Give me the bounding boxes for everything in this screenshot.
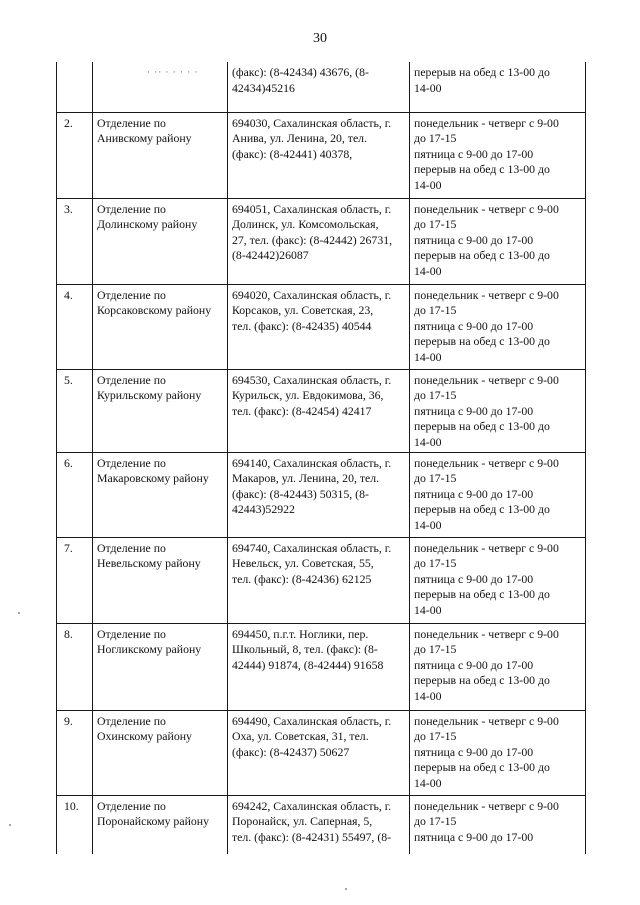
row-number-cell: 4.: [57, 284, 93, 369]
cell-text-line: понедельник - четверг с 9-00: [414, 713, 559, 728]
cell-text-line: Отделение по: [97, 115, 166, 130]
department-name-cell: [93, 198, 228, 284]
cell-text-line: понедельник - четверг с 9-00: [414, 540, 559, 555]
cell-text-line: перерыв на обед с 13-00 до: [414, 65, 550, 79]
branch-offices-table: [56, 62, 586, 854]
cell-text-line: Анивскому району: [97, 131, 192, 145]
department-name-cell: [93, 537, 228, 623]
cell-text-line: 694140, Сахалинская область, г.: [232, 455, 392, 470]
cell-text-line: понедельник - четверг с 9-00: [414, 201, 559, 216]
cell-text-line: перерыв на обед с 13-00 до: [414, 334, 550, 348]
cell-text-line: до 17-15: [414, 303, 457, 317]
cell-text-line: понедельник - четверг с 9-00: [414, 372, 559, 387]
working-hours-cell: [410, 369, 586, 452]
cell-text-line: понедельник - четверг с 9-00: [414, 287, 559, 302]
cell-text-line: тел. (факс): (8-42435) 40544: [232, 318, 372, 333]
cell-text-line: тел. (факс): (8-42431) 55497, (8-: [232, 829, 392, 844]
cell-text-line: Поронайск, ул. Саперная, 5,: [232, 814, 373, 828]
cell-text-line: 42434)45216: [232, 80, 295, 95]
address-cell: [228, 710, 410, 795]
cell-text-line: Курильскому району: [97, 388, 202, 402]
cell-text-line: Отделение по: [97, 372, 166, 387]
cell-text-line: перерыв на обед с 13-00 до: [414, 419, 550, 433]
row-number-cell: 9.: [57, 710, 93, 795]
cell-text-line: Оха, ул. Советская, 31, тел.: [232, 729, 369, 743]
table-row: [57, 62, 586, 112]
cell-text-line: Отделение по: [97, 798, 166, 813]
cell-text-line: 694490, Сахалинская область, г.: [232, 713, 392, 728]
cell-text-line: 694020, Сахалинская область, г.: [232, 287, 392, 302]
cell-text-line: понедельник - четверг с 9-00: [414, 626, 559, 641]
scan-artifact: · ·· · · · · ·: [147, 67, 199, 77]
cell-text-line: тел. (факс): (8-42454) 42417: [232, 403, 372, 418]
cell-text-line: Охинскому району: [97, 729, 192, 743]
cell-text-line: 14-00: [414, 177, 442, 192]
cell-text-line: пятница с 9-00 до 17-00: [414, 403, 534, 418]
address-cell: [228, 284, 410, 369]
cell-text-line: перерыв на обед с 13-00 до: [414, 502, 550, 516]
cell-text-line: пятница с 9-00 до 17-00: [414, 657, 534, 672]
cell-text-line: 14-00: [414, 349, 442, 364]
working-hours-cell: [410, 112, 586, 198]
cell-text-line: (факс): (8-42437) 50627: [232, 744, 350, 759]
address-cell: [228, 112, 410, 198]
cell-text-line: до 17-15: [414, 217, 457, 231]
department-name-cell: [93, 62, 228, 112]
table-row: [57, 369, 586, 452]
table-row: [57, 795, 586, 854]
department-name-cell: [93, 112, 228, 198]
cell-text-line: Отделение по: [97, 540, 166, 555]
cell-text-line: 27, тел. (факс): (8-42442) 26731,: [232, 232, 393, 247]
cell-text-line: понедельник - четверг с 9-00: [414, 115, 559, 130]
cell-text-line: перерыв на обед с 13-00 до: [414, 162, 550, 176]
cell-text-line: до 17-15: [414, 471, 457, 485]
working-hours-cell: [410, 537, 586, 623]
cell-text-line: перерыв на обед с 13-00 до: [414, 587, 550, 601]
cell-text-line: Отделение по: [97, 713, 166, 728]
address-cell: [228, 369, 410, 452]
cell-text-line: Долинскому району: [97, 217, 198, 231]
table-row: [57, 284, 586, 369]
table-row: [57, 112, 586, 198]
cell-text-line: Отделение по: [97, 201, 166, 216]
department-name-cell: [93, 795, 228, 854]
address-cell: [228, 795, 410, 854]
cell-text-line: (факс): (8-42441) 40378,: [232, 146, 353, 161]
cell-text-line: Корсаковскому району: [97, 303, 212, 317]
cell-text-line: Долинск, ул. Комсомольская,: [232, 217, 379, 231]
cell-text-line: до 17-15: [414, 729, 457, 743]
cell-text-line: 14-00: [414, 434, 442, 449]
row-number-cell: 5.: [57, 369, 93, 452]
cell-text-line: Курильск, ул. Евдокимова, 36,: [232, 388, 384, 402]
cell-text-line: пятница с 9-00 до 17-00: [414, 486, 534, 501]
row-number-cell: [57, 62, 93, 112]
cell-text-line: (8-42442)26087: [232, 248, 309, 262]
department-name-cell: [93, 284, 228, 369]
cell-text-line: 694450, п.г.т. Ноглики, пер.: [232, 626, 369, 641]
working-hours-cell: [410, 62, 586, 112]
cell-text-line: перерыв на обед с 13-00 до: [414, 760, 550, 774]
department-name-cell: [93, 452, 228, 537]
row-number-cell: 6.: [57, 452, 93, 537]
cell-text-line: Анива, ул. Ленина, 20, тел.: [232, 131, 368, 145]
cell-text-line: до 17-15: [414, 814, 457, 828]
cell-text-line: Отделение по: [97, 287, 166, 302]
cell-text-line: тел. (факс): (8-42436) 62125: [232, 571, 372, 586]
address-cell: [228, 452, 410, 537]
cell-text-line: 42444) 91874, (8-42444) 91658: [232, 657, 384, 672]
cell-text-line: пятница с 9-00 до 17-00: [414, 318, 534, 333]
page-number: 30: [313, 31, 327, 46]
cell-text-line: перерыв на обед с 13-00 до: [414, 248, 550, 262]
cell-text-line: до 17-15: [414, 131, 457, 145]
cell-text-line: 14-00: [414, 80, 442, 95]
cell-text-line: пятница с 9-00 до 17-00: [414, 146, 534, 161]
cell-text-line: до 17-15: [414, 556, 457, 570]
cell-text-line: перерыв на обед с 13-00 до: [414, 673, 550, 687]
row-number-cell: 7.: [57, 537, 93, 623]
cell-text-line: 14-00: [414, 517, 442, 532]
cell-text-line: Отделение по: [97, 455, 166, 470]
department-name-cell: [93, 369, 228, 452]
cell-text-line: 42443)52922: [232, 502, 295, 516]
cell-text-line: (факс): (8-42434) 43676, (8-: [232, 65, 369, 79]
table-row: [57, 710, 586, 795]
address-cell: [228, 62, 410, 112]
scan-speck: [9, 824, 11, 826]
working-hours-cell: [410, 452, 586, 537]
cell-text-line: Макаров, ул. Ленина, 20, тел.: [232, 471, 380, 485]
cell-text-line: до 17-15: [414, 642, 457, 656]
cell-text-line: 14-00: [414, 688, 442, 703]
working-hours-cell: [410, 710, 586, 795]
cell-text-line: понедельник - четверг с 9-00: [414, 455, 559, 470]
cell-text-line: Невельск, ул. Советская, 55,: [232, 556, 374, 570]
working-hours-cell: [410, 795, 586, 854]
cell-text-line: 14-00: [414, 602, 442, 617]
address-cell: [228, 198, 410, 284]
cell-text-line: Невельскому району: [97, 556, 201, 570]
department-name-cell: [93, 623, 228, 710]
cell-text-line: пятница с 9-00 до 17-00: [414, 744, 534, 759]
table-row: [57, 537, 586, 623]
table-row: [57, 198, 586, 284]
cell-text-line: пятница с 9-00 до 17-00: [414, 571, 534, 586]
scan-speck: [18, 612, 20, 614]
cell-text-line: Ногликскому району: [97, 642, 202, 656]
cell-text-line: (факс): (8-42443) 50315, (8-: [232, 486, 369, 501]
table-row: [57, 623, 586, 710]
row-number-cell: 3.: [57, 198, 93, 284]
row-number-cell: 2.: [57, 112, 93, 198]
department-name-cell: [93, 710, 228, 795]
table-row: [57, 452, 586, 537]
cell-text-line: Отделение по: [97, 626, 166, 641]
row-number-cell: 10.: [57, 795, 93, 854]
cell-text-line: Макаровскому району: [97, 471, 209, 485]
cell-text-line: понедельник - четверг с 9-00: [414, 798, 559, 813]
address-cell: [228, 623, 410, 710]
cell-text-line: Корсаков, ул. Советская, 23,: [232, 303, 374, 317]
working-hours-cell: [410, 284, 586, 369]
cell-text-line: пятница с 9-00 до 17-00: [414, 232, 534, 247]
scan-speck: [345, 888, 347, 890]
cell-text-line: 694030, Сахалинская область, г.: [232, 115, 392, 130]
address-cell: [228, 537, 410, 623]
cell-text-line: 694530, Сахалинская область, г.: [232, 372, 392, 387]
cell-text-line: до 17-15: [414, 388, 457, 402]
row-number-cell: 8.: [57, 623, 93, 710]
cell-text-line: 14-00: [414, 263, 442, 278]
cell-text-line: 694242, Сахалинская область, г.: [232, 798, 392, 813]
working-hours-cell: [410, 623, 586, 710]
cell-text-line: 694051, Сахалинская область, г.: [232, 201, 392, 216]
cell-text-line: пятница с 9-00 до 17-00: [414, 829, 534, 844]
cell-text-line: Школьный, 8, тел. (факс): (8-: [232, 642, 378, 656]
working-hours-cell: [410, 198, 586, 284]
cell-text-line: 14-00: [414, 775, 442, 790]
cell-text-line: Поронайскому району: [97, 814, 209, 828]
cell-text-line: 694740, Сахалинская область, г.: [232, 540, 392, 555]
